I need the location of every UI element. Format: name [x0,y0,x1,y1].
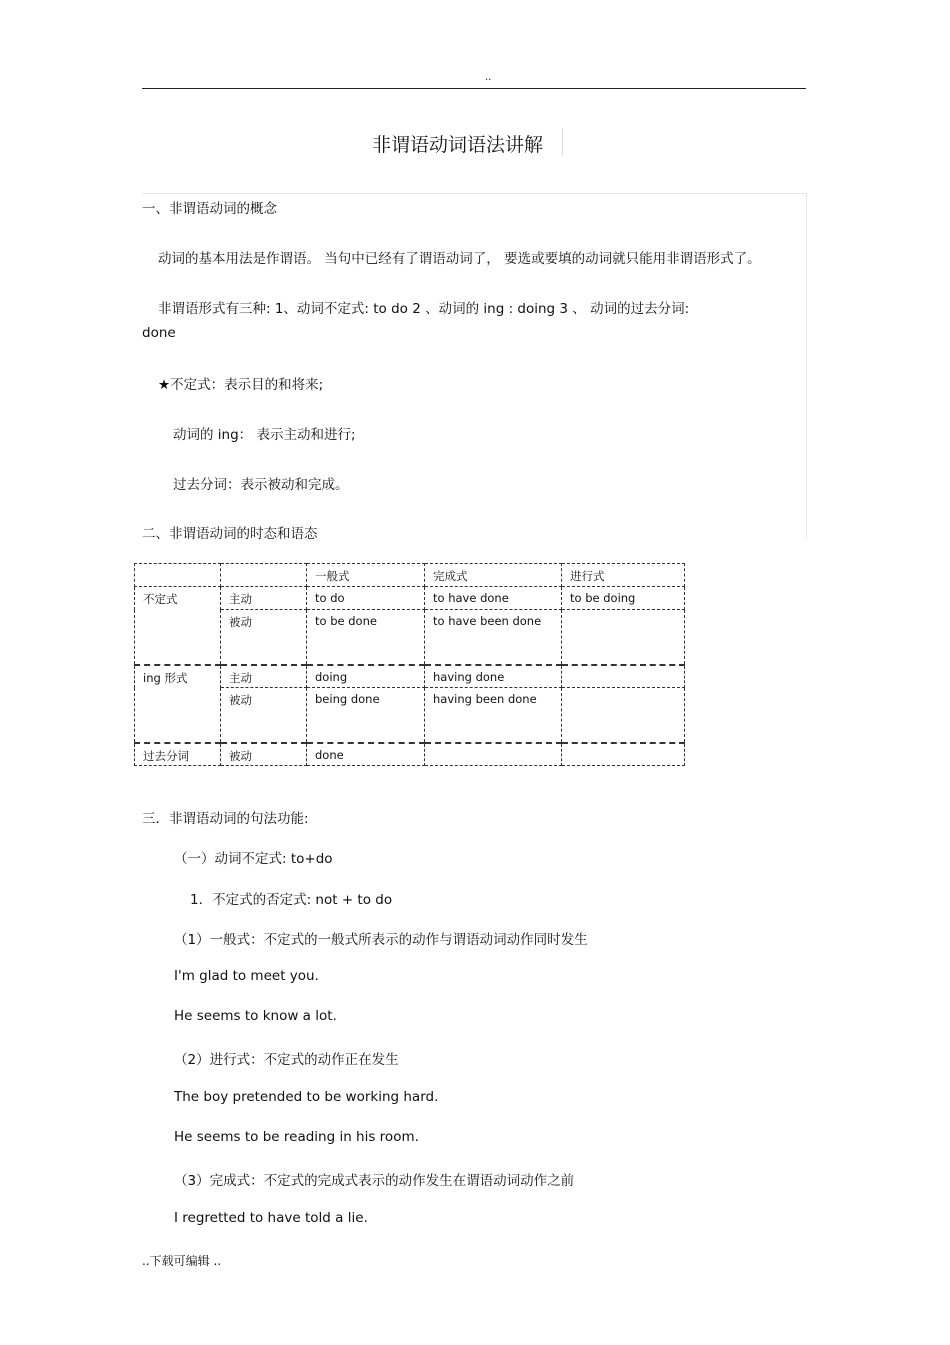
section1-line2a: 非谓语形式有三种: 1、动词不定式: to do 2 、动词的 ing : doing 3 、 动词的过去分词: [158,301,690,317]
table-cell: to be doing [562,587,685,610]
table-row [135,610,685,665]
table-cell [562,665,685,688]
item-simple: （1）一般式：不定式的一般式所表示的动作与谓语动词动作同时发生 [174,932,588,948]
item-progressive: （2）进行式：不定式的动作正在发生 [174,1052,399,1068]
frame-top-line [142,193,806,194]
table-cell: having done [425,665,562,688]
active-label: 主动 [221,665,307,688]
header-dots: .. [485,72,492,83]
table-cell [562,743,685,766]
footer-text: ..下载可编辑 .. [142,1254,222,1268]
table-row [135,587,685,610]
table-cell [562,688,685,743]
section3-heading: 三．非谓语动词的句法功能: [142,811,309,827]
passive-label: 被动 [221,610,307,665]
item-perfect: （3）完成式：不定式的完成式表示的动作发生在谓语动词动作之前 [174,1173,575,1189]
example-sentence: I regretted to have told a lie. [174,1210,368,1226]
past-participle-label: 过去分词 [135,743,221,766]
example-sentence: The boy pretended to be working hard. [174,1089,439,1105]
table-cell: to be done [307,610,425,665]
table-row [135,688,685,743]
table-cell: having been done [425,688,562,743]
active-label: 主动 [221,587,307,610]
past-participle-meaning: 过去分词：表示被动和完成。 [173,477,349,493]
ing-form-label: ing 形式 [135,665,221,688]
section2-heading: 二、非谓语动词的时态和语态 [142,526,318,542]
section1-heading: 一、非谓语动词的概念 [142,201,277,217]
frame-right-line [806,193,807,539]
table-cell: done [307,743,425,766]
table-row [135,743,685,766]
table-header-cell: 完成式 [425,564,562,587]
ing-meaning: 动词的 ing： 表示主动和进行; [173,427,356,443]
negative-form: 1．不定式的否定式: not + to do [190,892,393,908]
table-cell [425,743,562,766]
example-sentence: I'm glad to meet you. [174,968,319,984]
header-rule [142,88,806,89]
infinitive-meaning: ★不定式：表示目的和将来; [158,377,324,393]
table-cell: to have done [425,587,562,610]
table-cell: being done [307,688,425,743]
example-sentence: He seems to be reading in his room. [174,1129,419,1145]
table-cell: to have been done [425,610,562,665]
table-header-row [135,564,685,587]
table-header-cell [221,564,307,587]
example-sentence: He seems to know a lot. [174,1008,337,1024]
table-cell-empty [135,688,221,743]
title-divider [562,128,563,156]
table-header-cell: 进行式 [562,564,685,587]
passive-label: 被动 [221,688,307,743]
table-cell: to do [307,587,425,610]
section1-line1: 动词的基本用法是作谓语。 当句中已经有了谓语动词了， 要选或要填的动词就只能用非谓语形式了。 [158,251,761,267]
passive-label: 被动 [221,743,307,766]
table-header-cell [135,564,221,587]
subsection-infinitive: （一）动词不定式: to+do [174,851,333,867]
table-cell [562,610,685,665]
tense-voice-table [134,563,685,766]
infinitive-label: 不定式 [135,587,221,610]
section1-line2b: done [142,325,176,341]
table-row [135,665,685,688]
table-cell: doing [307,665,425,688]
table-header-cell: 一般式 [307,564,425,587]
table-cell-empty [135,610,221,665]
page-title: 非谓语动词语法讲解 [372,134,544,156]
